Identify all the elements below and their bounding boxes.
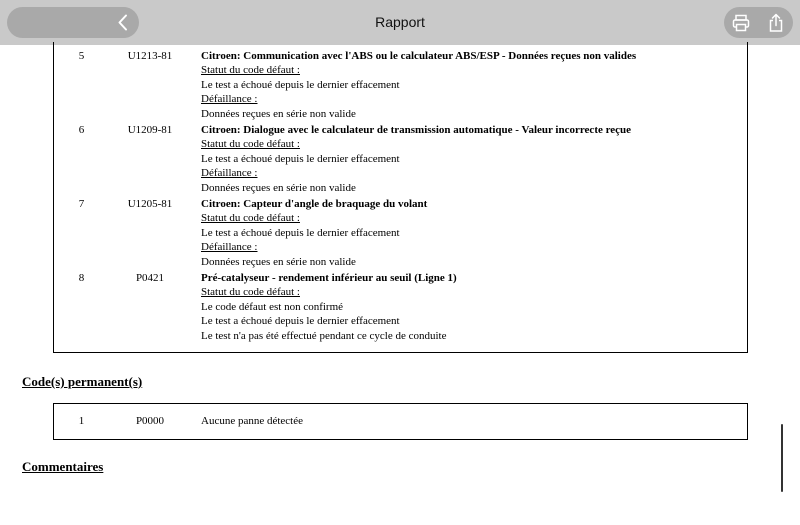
comments-heading: Commentaires: [22, 459, 104, 474]
status-text: Le code défaut est non confirmé: [201, 300, 344, 313]
scrollbar[interactable]: [781, 424, 783, 492]
fault-title: Pré-catalyseur - rendement inférieur au seuil (Ligne 1): [201, 272, 457, 284]
fault-code: P0421: [135, 272, 165, 284]
failure-text: Données reçues en série non valide: [201, 255, 356, 268]
action-group: [724, 7, 793, 38]
fault-title: Citroen: Dialogue avec le calculateur de transmission automatique - Valeur incorrecte reçue: [201, 124, 632, 136]
status-text: Le test a échoué depuis le dernier effacement: [201, 152, 400, 165]
fault-title: Citroen: Communication avec l'ABS ou le calculateur ABS/ESP - Données reçues non valides: [201, 50, 637, 62]
fault-code: U1209-81: [127, 124, 173, 136]
row-number: 6: [78, 124, 85, 136]
row-number: 5: [78, 50, 85, 62]
permanent-codes-table: [53, 403, 748, 440]
status-label: Statut du code défaut :: [201, 64, 300, 77]
fault-description: [201, 123, 741, 195]
row-number: 1: [78, 415, 85, 427]
fault-code: U1213-81: [127, 50, 173, 62]
fault-title: Citroen: Capteur d'angle de braquage du volant: [201, 198, 428, 210]
fault-description: [201, 49, 741, 121]
fault-description: [201, 197, 741, 269]
share-icon[interactable]: [766, 13, 786, 33]
failure-label: Défaillance :: [201, 241, 258, 254]
fault-code: U1205-81: [127, 198, 173, 210]
failure-label: Défaillance :: [201, 93, 258, 106]
status-text: Le test a échoué depuis le dernier effacement: [201, 78, 400, 91]
status-label: Statut du code défaut :: [201, 286, 300, 299]
status-label: Statut du code défaut :: [201, 212, 300, 225]
status-text: Le test a échoué depuis le dernier effacement: [201, 315, 400, 328]
row-number: 8: [78, 272, 85, 284]
failure-text: Données reçues en série non valide: [201, 107, 356, 120]
page-title: Rapport: [375, 14, 425, 30]
fault-description: [201, 271, 741, 343]
fault-description: Aucune panne détectée: [201, 415, 303, 427]
fault-code: P0000: [135, 415, 165, 427]
failure-text: Données reçues en série non valide: [201, 181, 356, 194]
row-number: 7: [78, 198, 85, 210]
printer-icon[interactable]: [731, 13, 751, 33]
status-text: Le test n'a pas été effectué pendant ce cycle de conduite: [201, 329, 447, 342]
permanent-codes-heading: Code(s) permanent(s): [22, 374, 143, 389]
fault-codes-table: [53, 42, 748, 353]
status-text: Le test a échoué depuis le dernier effacement: [201, 226, 400, 239]
status-label: Statut du code défaut :: [201, 138, 300, 151]
failure-label: Défaillance :: [201, 167, 258, 180]
navigation-bar: [0, 0, 800, 45]
